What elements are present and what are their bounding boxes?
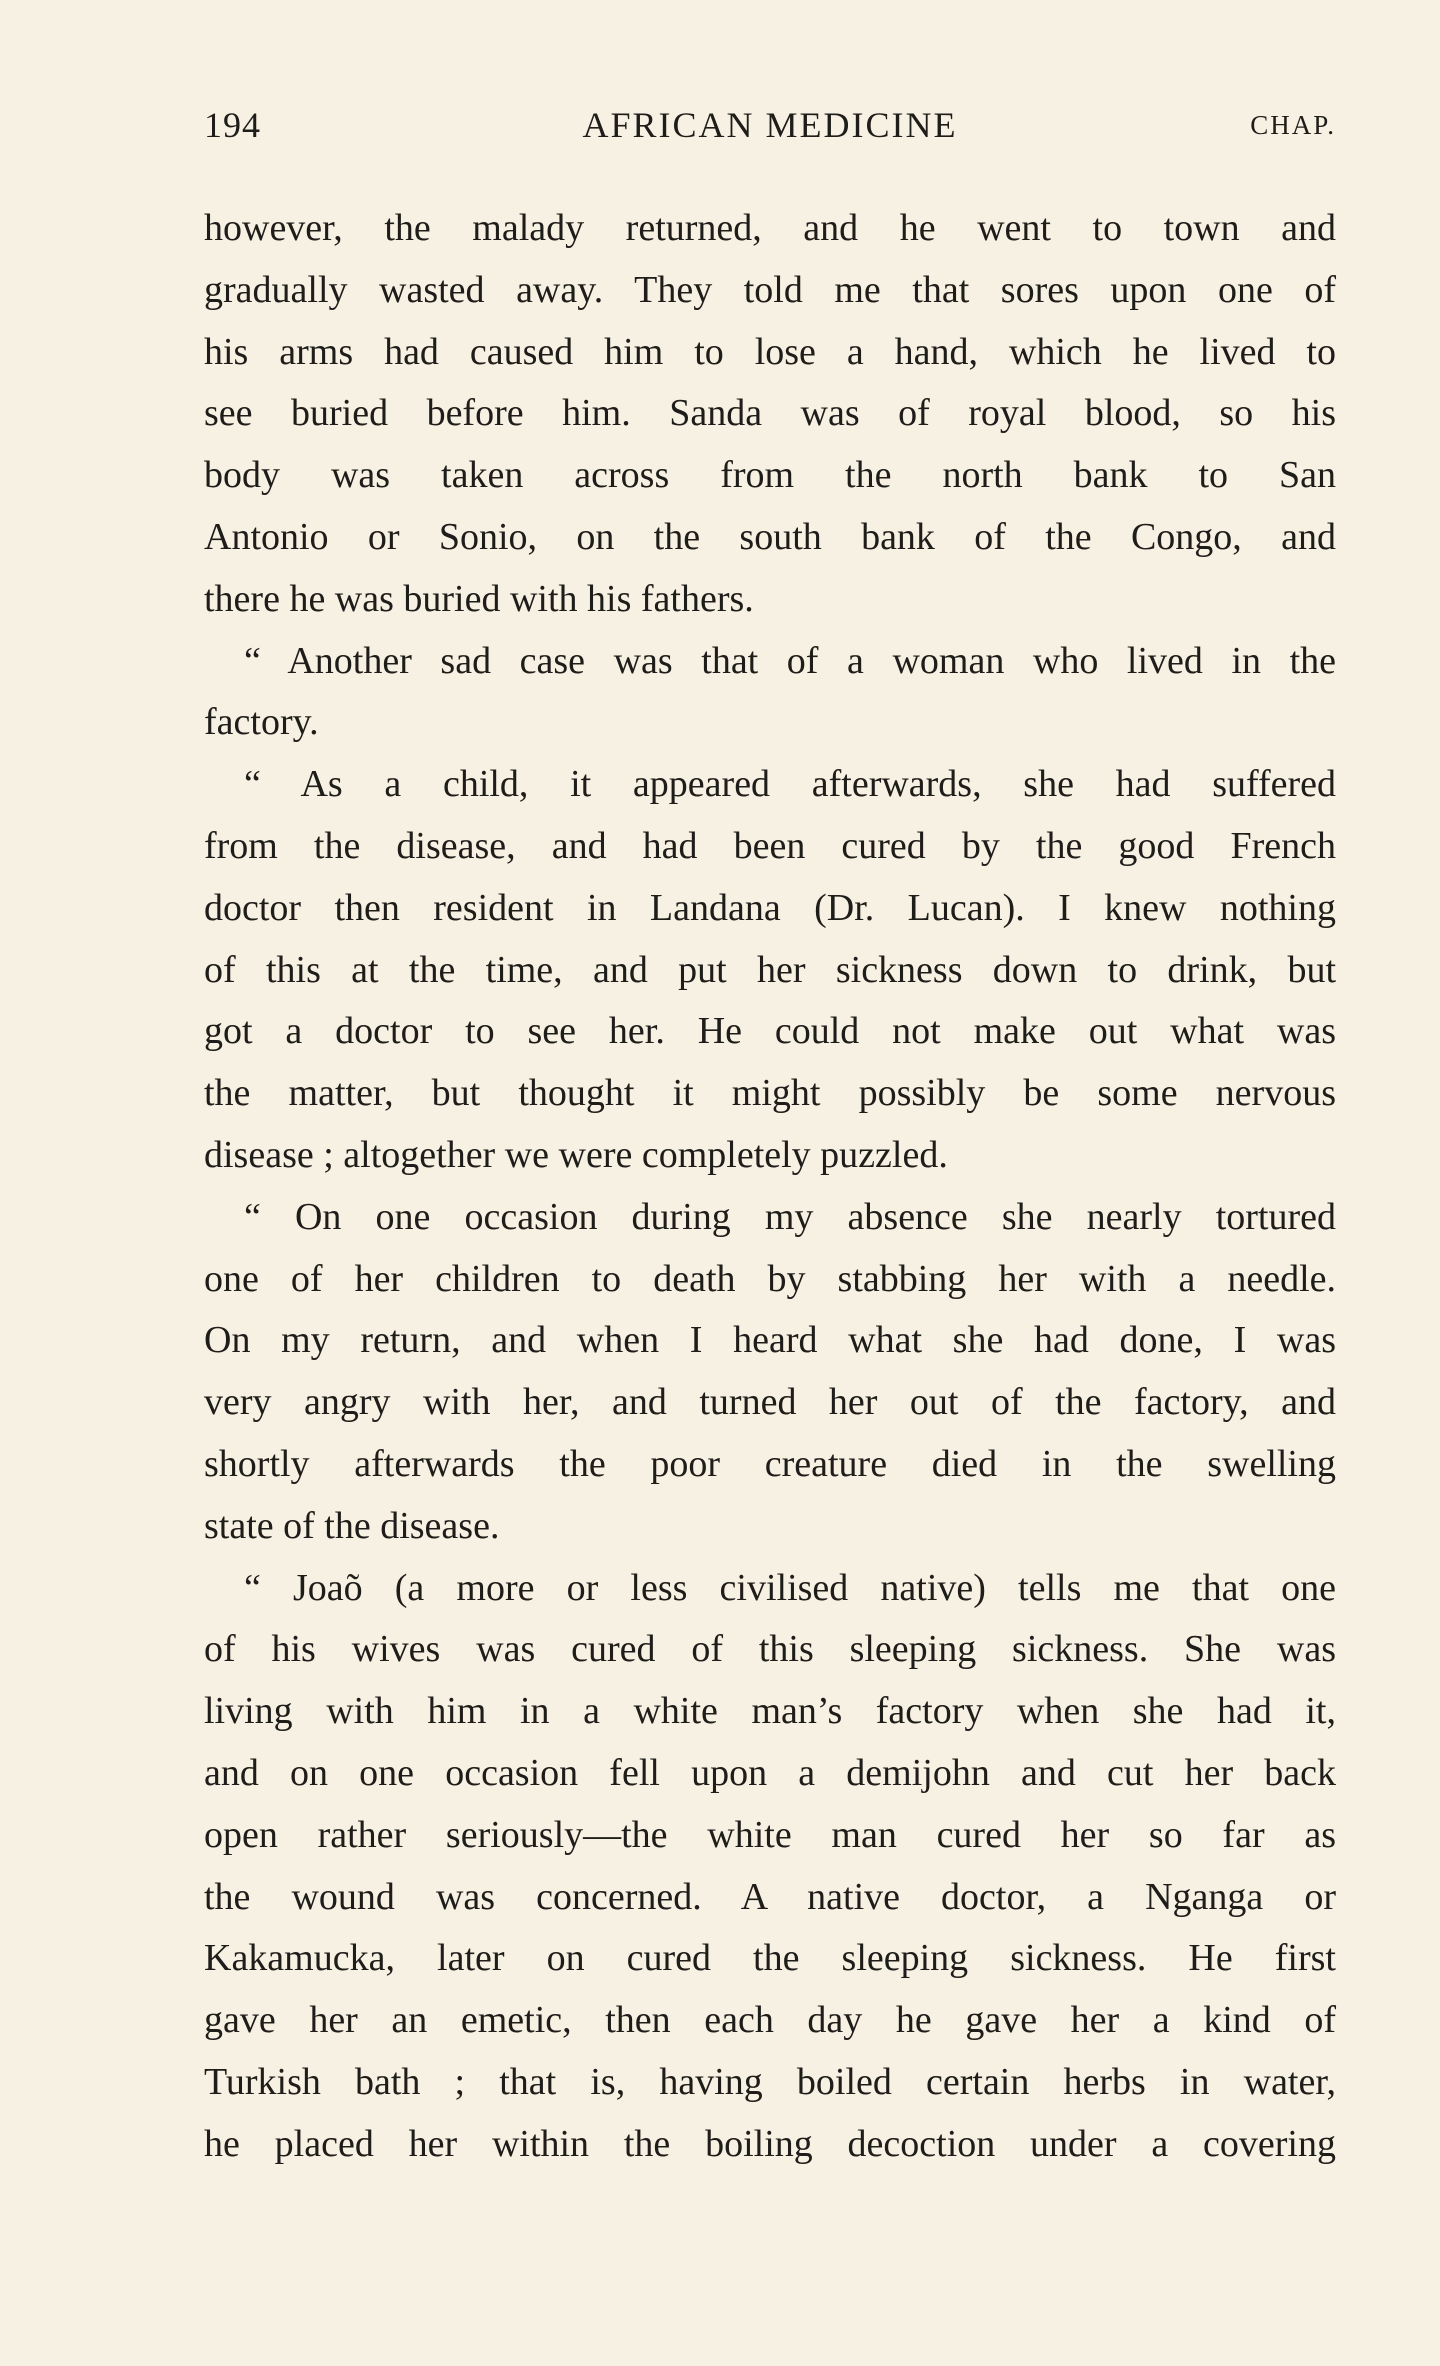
text-line: see buried before him. Sanda was of royal blood, so his [204, 392, 1336, 435]
text-line: “ Another sad case was that of a woman who lived in the [244, 639, 1336, 682]
running-head [204, 104, 1336, 154]
text-line: state of the disease. [204, 1504, 500, 1547]
text-line: however, the malady returned, and he went to town and [204, 207, 1336, 249]
text-line: Turkish bath ; that is, having boiled certain herbs in water, [204, 2060, 1336, 2103]
text-line: got a doctor to see her. He could not make out what was [204, 1010, 1336, 1053]
chapter-mark: CHAP. [1250, 110, 1336, 140]
text-line: from the disease, and had been cured by the good French [204, 824, 1336, 867]
text-line: the wound was concerned. A native doctor, a Nganga or [204, 1875, 1336, 1918]
text-line: doctor then resident in Landana (Dr. Lucan). I knew nothing [204, 886, 1336, 929]
text-line: of this at the time, and put her sickness down to drink, but [204, 948, 1336, 991]
text-line: he placed her within the boiling decoction under a covering [204, 2122, 1336, 2165]
page-number: 194 [204, 105, 261, 145]
text-line: one of her children to death by stabbing her with a needle. [204, 1257, 1336, 1300]
text-line: his arms had caused him to lose a hand, which he lived to [204, 330, 1336, 373]
text-line: open rather seriously—the white man cured her so far as [204, 1813, 1336, 1856]
text-line: gradually wasted away. They told me that sores upon one of [204, 268, 1336, 311]
text-line: body was taken across from the north bank to San [204, 454, 1336, 497]
text-line: shortly afterwards the poor creature died in the swelling [204, 1442, 1336, 1485]
text-line: and on one occasion fell upon a demijohn and cut her back [204, 1751, 1336, 1794]
text-line: “ Joaõ (a more or less civilised native) tells me that one [244, 1566, 1336, 1609]
text-line: of his wives was cured of this sleeping sickness. She was [204, 1628, 1336, 1671]
text-line: On my return, and when I heard what she had done, I was [204, 1319, 1336, 1362]
text-line: Antonio or Sonio, on the south bank of the Congo, and [204, 515, 1336, 558]
text-line: the matter, but thought it might possibly be some nervous [204, 1072, 1336, 1115]
text-line: disease ; altogether we were completely puzzled. [204, 1133, 948, 1176]
text-line: “ On one occasion during my absence she nearly tortured [244, 1195, 1336, 1238]
text-line: gave her an emetic, then each day he gave her a kind of [204, 1999, 1336, 2042]
running-title: AFRICAN MEDICINE [582, 105, 958, 145]
text-line: “ As a child, it appeared afterwards, she had suffered [244, 763, 1336, 806]
text-line: very angry with her, and turned her out of the factory, and [204, 1381, 1336, 1424]
text-line: factory. [204, 701, 319, 744]
text-line: living with him in a white man’s factory when she had it, [204, 1690, 1336, 1733]
text-line: there he was buried with his fathers. [204, 577, 754, 620]
body-text [204, 198, 1336, 2176]
text-line: Kakamucka, later on cured the sleeping sickness. He first [204, 1937, 1336, 1980]
